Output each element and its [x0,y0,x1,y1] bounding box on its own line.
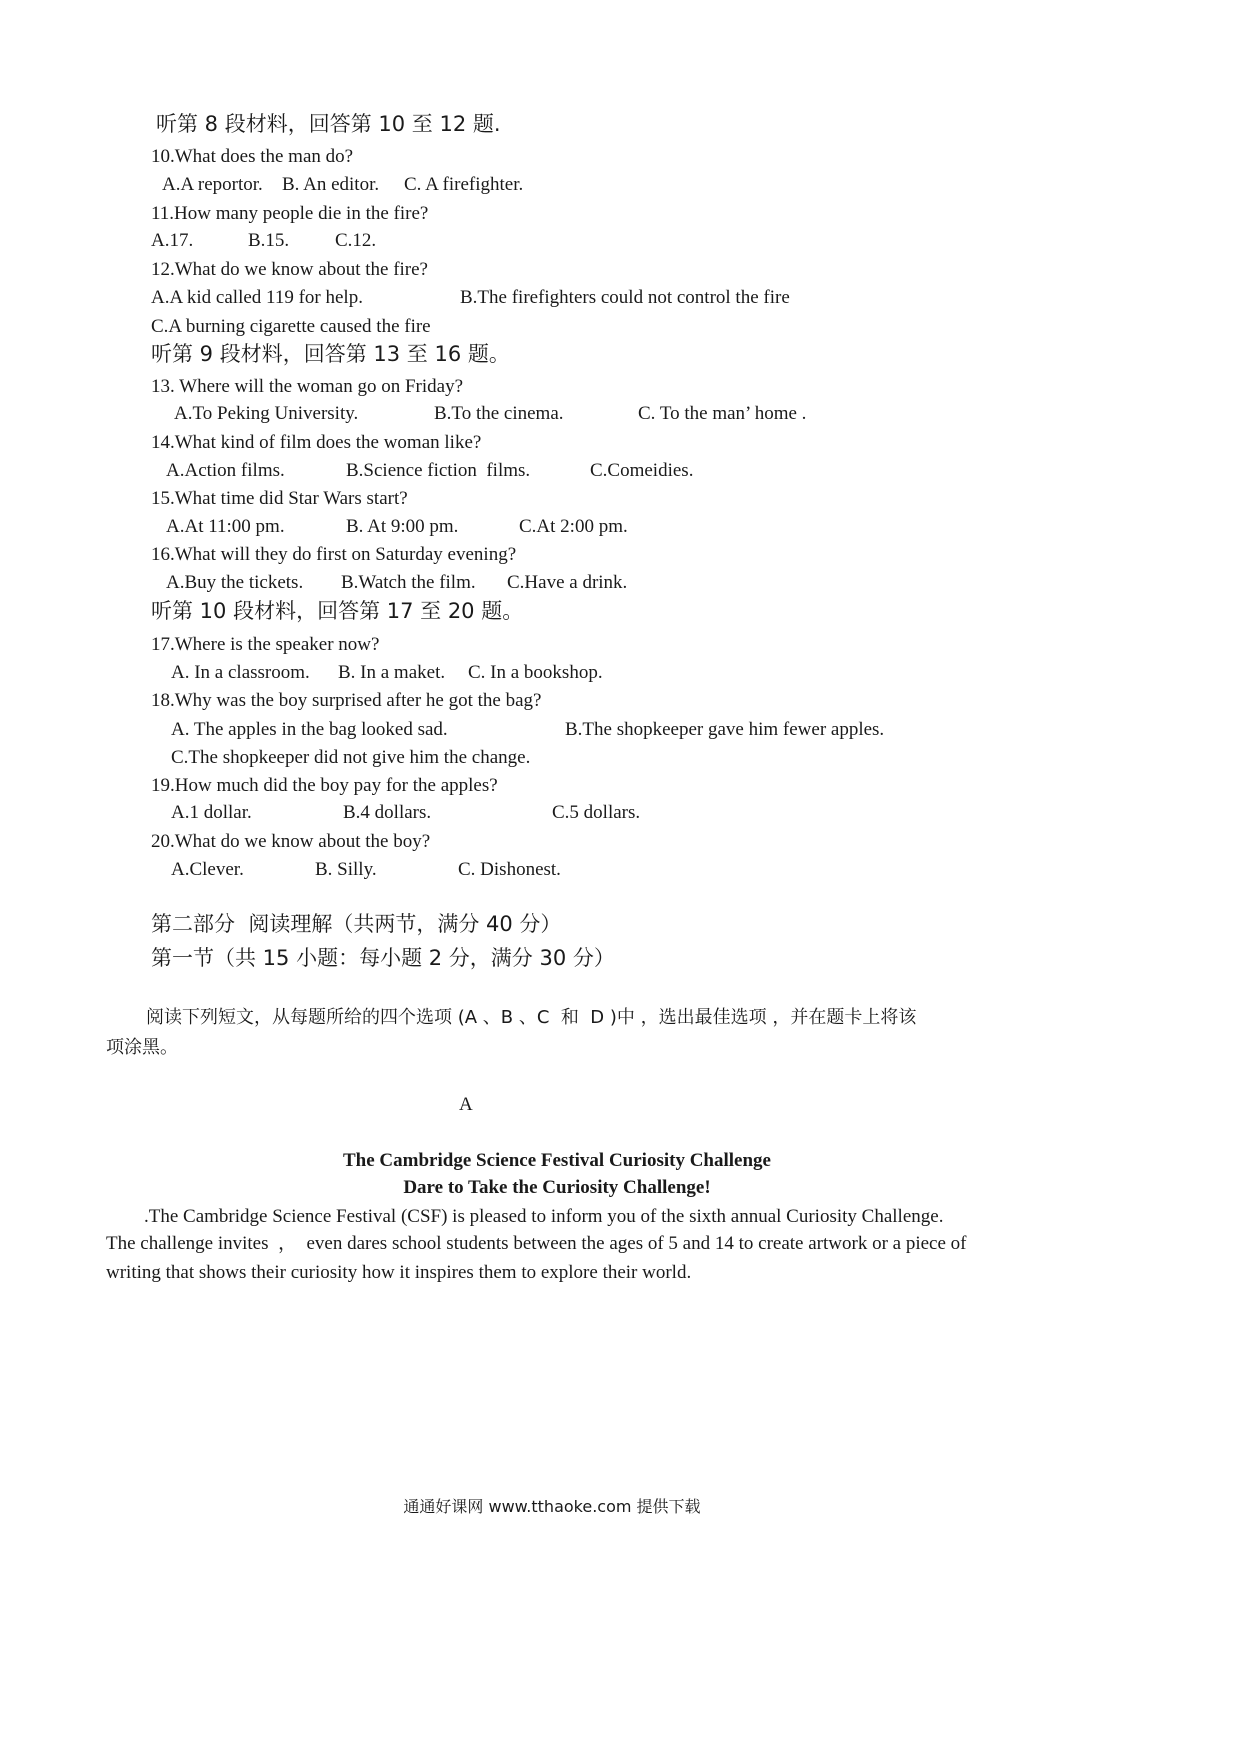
q13-option-b: B.To the cinema. [434,403,564,424]
passage-subtitle: Dare to Take the Curiosity Challenge! [403,1177,711,1198]
q15-option-a: A.At 11:00 pm. [166,516,285,537]
q16-option-a: A.Buy the tickets. [166,572,304,593]
passage-label: A [459,1094,473,1115]
q12-option-c: C.A burning cigarette caused the fire [151,316,431,337]
q19-option-c: C.5 dollars. [552,802,641,823]
q19-option-b: B.4 dollars. [343,802,432,823]
q18-option-a: A. The apples in the bag looked sad. [171,719,448,740]
q16-option-c: C.Have a drink. [507,572,628,593]
q13-option-c: C. To the man’ home . [638,403,807,424]
q17-option-a: A. In a classroom. [171,662,310,683]
q15-option-c: C.At 2:00 pm. [519,516,628,537]
question-11: 11.How many people die in the fire? [151,203,429,224]
passage-line-1: .The Cambridge Science Festival (CSF) is pleased to inform you of the sixth annual Curiosity Challenge. [144,1206,944,1227]
question-13: 13. Where will the woman go on Friday? [151,376,464,397]
q10-option-b: B. An editor. [282,174,380,195]
reading-instruction-line-1: 阅读下列短文，从每题所给的四个选项 (A 、B 、C 和 D )中 ，选出最佳选项 ，并在题卡上将该 [146,1007,917,1028]
q18-option-b: B.The shopkeeper gave him fewer apples. [565,719,885,740]
section-8-header: 听第 8 段材料，回答第 10 至 12 题. [156,112,501,136]
question-18: 18.Why was the boy surprised after he got the bag? [151,690,542,711]
q10-option-a: A.A reportor. [162,174,263,195]
section-10-header: 听第 10 段材料，回答第 17 至 20 题。 [151,599,524,623]
passage-line-3: writing that shows their curiosity how it inspires them to explore their world. [106,1262,692,1283]
question-14: 14.What kind of film does the woman like? [151,432,482,453]
q14-option-a: A.Action films. [166,460,285,481]
q11-option-c: C.12. [335,230,377,251]
question-16: 16.What will they do first on Saturday evening? [151,544,517,565]
q13-option-a: A.To Peking University. [174,403,359,424]
section-9-header: 听第 9 段材料，回答第 13 至 16 题。 [151,342,510,366]
q12-option-a: A.A kid called 119 for help. [151,287,363,308]
q19-option-a: A.1 dollar. [171,802,252,823]
q11-option-b: B.15. [248,230,290,251]
q20-option-b: B. Silly. [315,859,377,880]
q10-option-c: C. A firefighter. [404,174,524,195]
q11-option-a: A.17. [151,230,194,251]
q14-option-c: C.Comeidies. [590,460,694,481]
question-10: 10.What does the man do? [151,146,354,167]
q20-option-c: C. Dishonest. [458,859,561,880]
question-19: 19.How much did the boy pay for the apples? [151,775,498,796]
q16-option-b: B.Watch the film. [341,572,476,593]
part-2-section-1: 第一节（共 15 小题：每小题 2 分，满分 30 分） [151,946,615,970]
question-15: 15.What time did Star Wars start? [151,488,408,509]
question-12: 12.What do we know about the fire? [151,259,428,280]
q12-option-b: B.The firefighters could not control the fire [460,287,790,308]
q20-option-a: A.Clever. [171,859,244,880]
question-20: 20.What do we know about the boy? [151,831,431,852]
q17-option-c: C. In a bookshop. [468,662,603,683]
passage-title: The Cambridge Science Festival Curiosity Challenge [343,1150,771,1171]
passage-line-2: The challenge invites ， even dares school students between the ages of 5 and 14 to create artwork or a piece of [106,1233,967,1254]
q18-option-c: C.The shopkeeper did not give him the change. [171,747,531,768]
q15-option-b: B. At 9:00 pm. [346,516,459,537]
q17-option-b: B. In a maket. [338,662,446,683]
page-footer: 通通好课网 www.tthaoke.com 提供下载 [403,1497,701,1516]
q14-option-b: B.Science fiction films. [346,460,531,481]
part-2-title: 第二部分 阅读理解（共两节，满分 40 分） [151,912,562,936]
reading-instruction-line-2: 项涂黑。 [106,1037,178,1058]
question-17: 17.Where is the speaker now? [151,634,380,655]
